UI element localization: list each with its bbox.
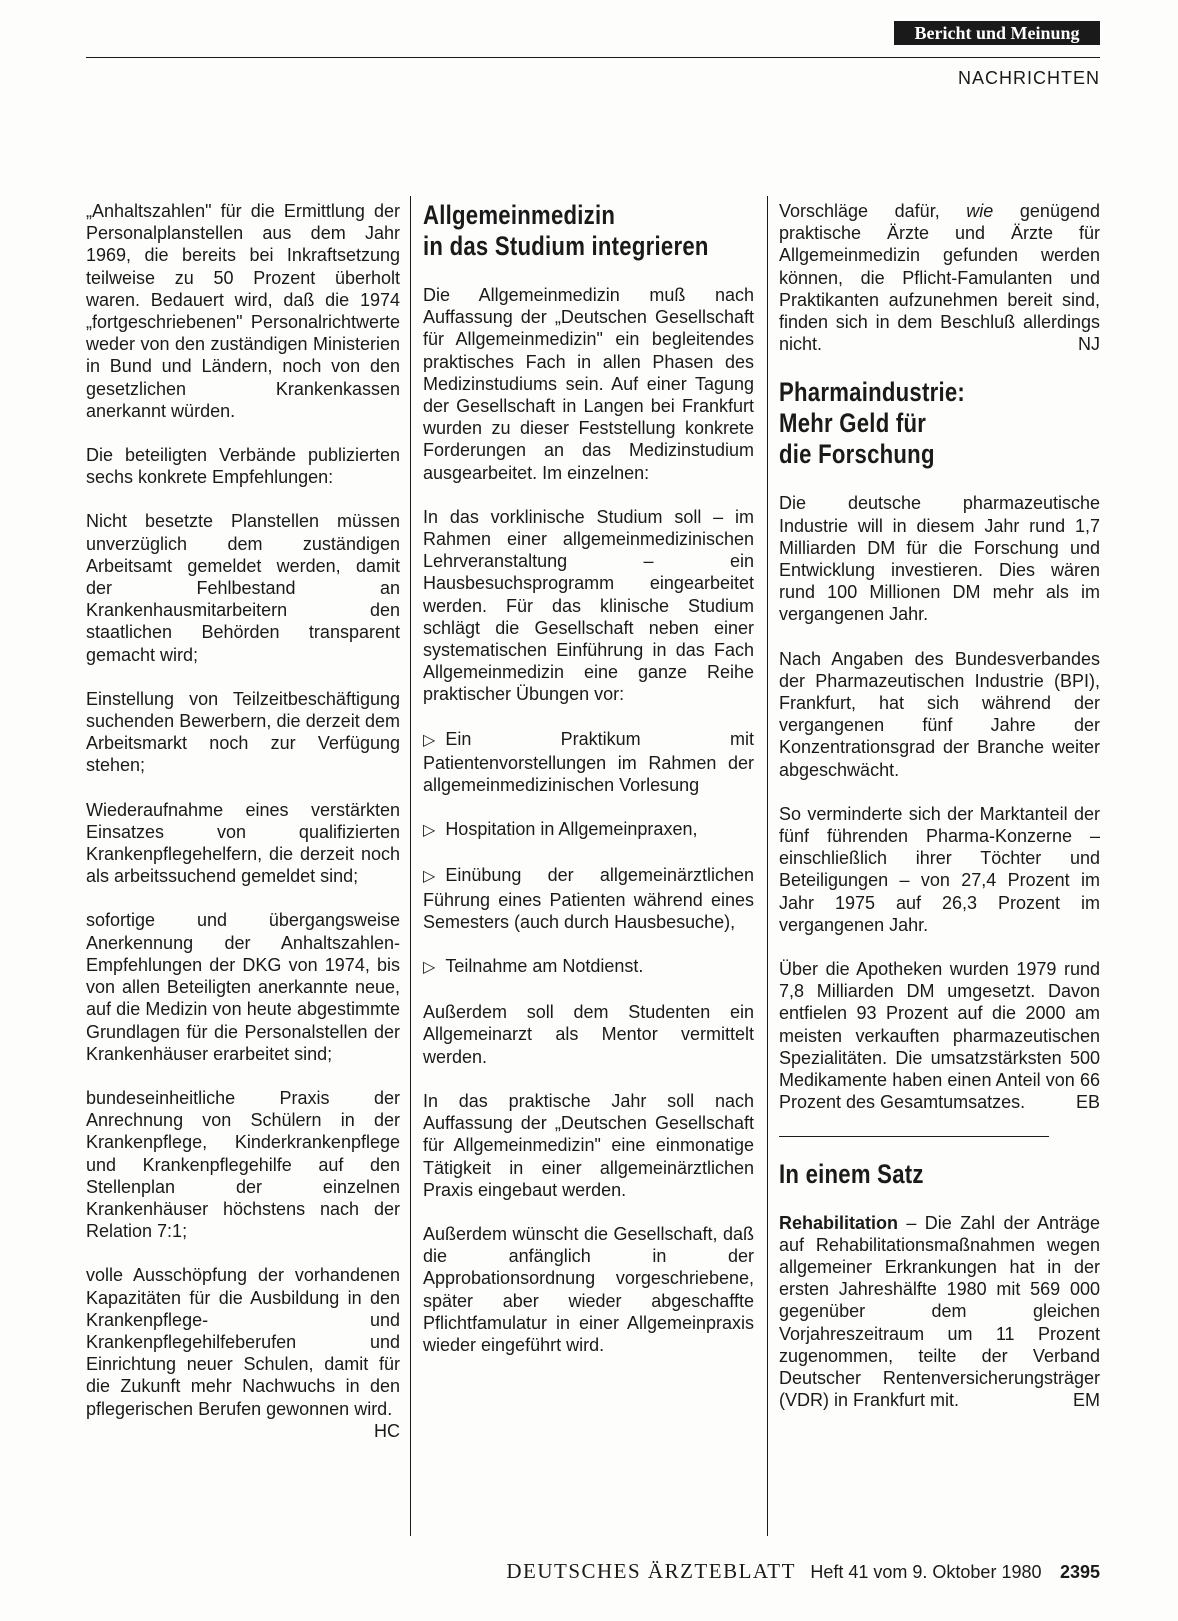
paragraph: Die deutsche pharmazeutische Industrie will in diesem Jahr rund 1,7 Milliarden DM für die Forschung und Entwicklung investieren. Dies wären rund 100 Millionen DM mehr als im vergangenen Jahr. — [779, 493, 1100, 625]
bullet-item — [423, 818, 754, 842]
issue-info: Heft 41 vom 9. Oktober 1980 — [810, 1562, 1042, 1582]
paragraph: Nach Angaben des Bundesverbandes der Pharmazeutischen Industrie (BPI), Frankfurt, hat sich während der vergangenen fünf Jahre der Konzentrationsgrad der Branche weiter abgeschwächt. — [779, 648, 1100, 780]
author-initials: EM — [1073, 1390, 1100, 1411]
paragraph: Wiederaufnahme eines verstärkten Einsatzes von qualifizierten Krankenpflegehelfern, die derzeit noch als arbeitssuchend gemeldet sind; — [86, 799, 400, 887]
paragraph: In das praktische Jahr soll nach Auffassung der „Deutschen Gesellschaft für Allgemeinmedizin" eine einmonatige Tätigkeit in einer allgemeinärztlichen Praxis eingebaut werden. — [423, 1090, 754, 1200]
triangle-bullet-icon: ▷ — [423, 868, 436, 886]
paragraph: Nicht besetzte Planstellen müssen unverzüglich dem zuständigen Arbeitsamt gemeldet werden, damit der Fehlbestand an Krankenhausmitarbeitern den staatlichen Behörden transparent gemacht wird; — [86, 511, 400, 665]
triangle-bullet-icon: ▷ — [423, 731, 436, 749]
section-tag: Bericht und Meinung — [894, 21, 1100, 45]
paragraph — [779, 958, 1100, 1113]
article-column-3 — [779, 200, 1100, 1433]
paragraph-text: Vorschläge dafür, — [779, 201, 967, 221]
paragraph — [779, 200, 1100, 355]
triangle-bullet-icon: ▷ — [423, 822, 436, 840]
paragraph: Außerdem soll dem Studenten ein Allgemeinarzt als Mentor vermittelt werden. — [423, 1002, 754, 1067]
bullet-item — [423, 955, 754, 979]
paragraph: Einstellung von Teilzeitbeschäftigung suchenden Bewerbern, die derzeit dem Arbeitsmarkt noch zur Verfügung stehen; — [86, 688, 400, 776]
page-number: 2395 — [1059, 1562, 1100, 1582]
paragraph: sofortige und übergangsweise Anerkennung der Anhaltszahlen-Empfehlungen der DKG von 1974, bis von allen Beteiligten anerkannte neue, auf die Medizin von heute abgestimmte Grundlagen für die Personalstellen der Krankenhäuser erarbeitet sind; — [86, 910, 400, 1064]
section-divider — [779, 1136, 1049, 1137]
paragraph-text: Über die Apotheken wurden 1979 rund 7,8 Milliarden DM umgesetzt. Davon entfielen 93 Prozent auf die 2000 am meisten verkauften pharmazeutischen Spezialitäten. Die umsatzstärksten 500 Medikamente haben einen Anteil von 66 Prozent des Gesamtumsatzes. — [779, 959, 1100, 1113]
headline-line: Allgemeinmedizin — [423, 200, 616, 230]
bullet-text: Teilnahme am Notdienst. — [445, 956, 644, 977]
paragraph-text: genügend praktische Ärzte und Ärzte für Allgemeinmedizin gefunden werden können, die Pflicht-Famulanten und Praktikanten aufzunehmen bereit sind, finden sich in dem Beschluß allerdings nicht. — [779, 201, 1100, 355]
paragraph — [779, 1212, 1100, 1412]
paragraph-text: – Die Zahl der Anträge auf Rehabilitationsmaßnahmen wegen allgemeiner Erkrankungen hat in der ersten Jahreshälfte 1980 mit 569 000 gegenüber dem gleichen Vorjahreszeitraum um 11 Prozent zugenommen, teilte der Verband Deutscher Rentenversicherungsträger (VDR) in Frankfurt mit. — [779, 1212, 1100, 1411]
bullet-item — [423, 864, 754, 933]
lead-word: Rehabilitation — [779, 1212, 899, 1233]
paragraph: bundeseinheitliche Praxis der Anrechnung von Schülern in der Krankenpflege, Kinderkrankenpflege und Krankenpflegehilfe auf den Stellenplan der einzelnen Krankenhäuser höchstens nach der Relation 7:1; — [86, 1087, 400, 1242]
paragraph: In das vorklinische Studium soll – im Rahmen einer allgemeinmedizinischen Lehrveranstaltung – ein Hausbesuchsprogramm eingearbeitet werden. Für das klinische Studium schlägt die Gesellschaft neben einer systematischen Einführung in das Fach Allgemeinmedizin eine ganze Reihe praktischer Übungen vor: — [423, 506, 754, 705]
column-divider — [767, 196, 768, 1536]
rubric-label: NACHRICHTEN — [957, 68, 1100, 88]
page-footer — [440, 1559, 1100, 1584]
column-divider — [410, 196, 411, 1536]
author-initials: HC — [374, 1420, 400, 1441]
headline-line: Pharmaindustrie: — [779, 377, 966, 408]
bullet-text: Hospitation in Allgemeinpraxen, — [445, 819, 698, 840]
headline-line: die Forschung — [779, 439, 935, 470]
author-initials: EB — [1075, 1092, 1100, 1113]
paragraph: Die beteiligten Verbände publizierten sechs konkrete Empfehlungen: — [86, 445, 400, 488]
article-column-1 — [86, 200, 400, 1442]
article-headline — [779, 1159, 1042, 1190]
triangle-bullet-icon: ▷ — [423, 959, 436, 977]
paragraph: „Anhaltszahlen" für die Ermittlung der Personalplanstellen aus dem Jahr 1969, die bereits bei Inkraftsetzung teilweise zu 50 Prozent überholt waren. Bedauert wird, daß die 1974 „fortgeschriebenen" Personalrichtwerte weder von den zuständigen Ministerien in Bund und Ländern, noch von den gesetzlichen Krankenkassen anerkannt würden. — [86, 201, 400, 421]
bullet-item — [423, 728, 754, 797]
headline-line: Mehr Geld für — [779, 408, 927, 439]
bullet-text: Ein Praktikum mit Patientenvorstellungen im Rahmen der allgemeinmedizinischen Vorlesung — [423, 728, 754, 796]
headline-line: In einem Satz — [779, 1158, 924, 1189]
top-rule — [86, 57, 1100, 58]
paragraph-text: volle Ausschöpfung der vorhandenen Kapazitäten für die Ausbildung in den Krankenpflege- und Krankenpflegehilfeberufen und Einrichtung neuer Schulen, damit für die Zukunft mehr Nachwuchs in den pflegerischen Berufen gewonnen wird. — [86, 1265, 400, 1419]
bullet-text: Einübung der allgemeinärztlichen Führung eines Patienten während eines Semesters (auch durch Hausbesuche), — [423, 865, 754, 932]
journal-title: DEUTSCHES ÄRZTEBLATT — [506, 1559, 796, 1583]
paragraph: So verminderte sich der Marktanteil der fünf führenden Pharma-Konzerne – einschließlich ihrer Töchter und Beteiligungen – von 27,4 Prozent im Jahr 1975 auf 26,3 Prozent im vergangenen Jahr. — [779, 803, 1100, 935]
paragraph: Außerdem wünscht die Gesellschaft, daß die anfänglich in der Approbationsordnung vorgeschriebene, später aber wieder abgeschaffte Pflichtfamulatur in einer Allgemeinpraxis wieder eingeführt wird. — [423, 1223, 754, 1355]
emphasis: wie — [966, 201, 994, 221]
article-headline — [423, 200, 709, 262]
paragraph — [86, 1264, 400, 1441]
article-column-2 — [423, 200, 754, 1378]
headline-line: in das Studium integrieren — [423, 231, 709, 261]
paragraph: Die Allgemeinmedizin muß nach Auffassung der „Deutschen Gesellschaft für Allgemeinmedizin" ein begleitendes praktisches Fach in allen Phasen des Medizinstudiums sein. Auf einer Tagung der Gesellschaft in Langen bei Frankfurt wurden zu dieser Feststellung konkrete Forderungen an das Medizinstudium ausgearbeitet. Im einzelnen: — [423, 285, 754, 483]
author-initials: NJ — [1078, 334, 1100, 355]
article-headline — [779, 377, 1042, 470]
